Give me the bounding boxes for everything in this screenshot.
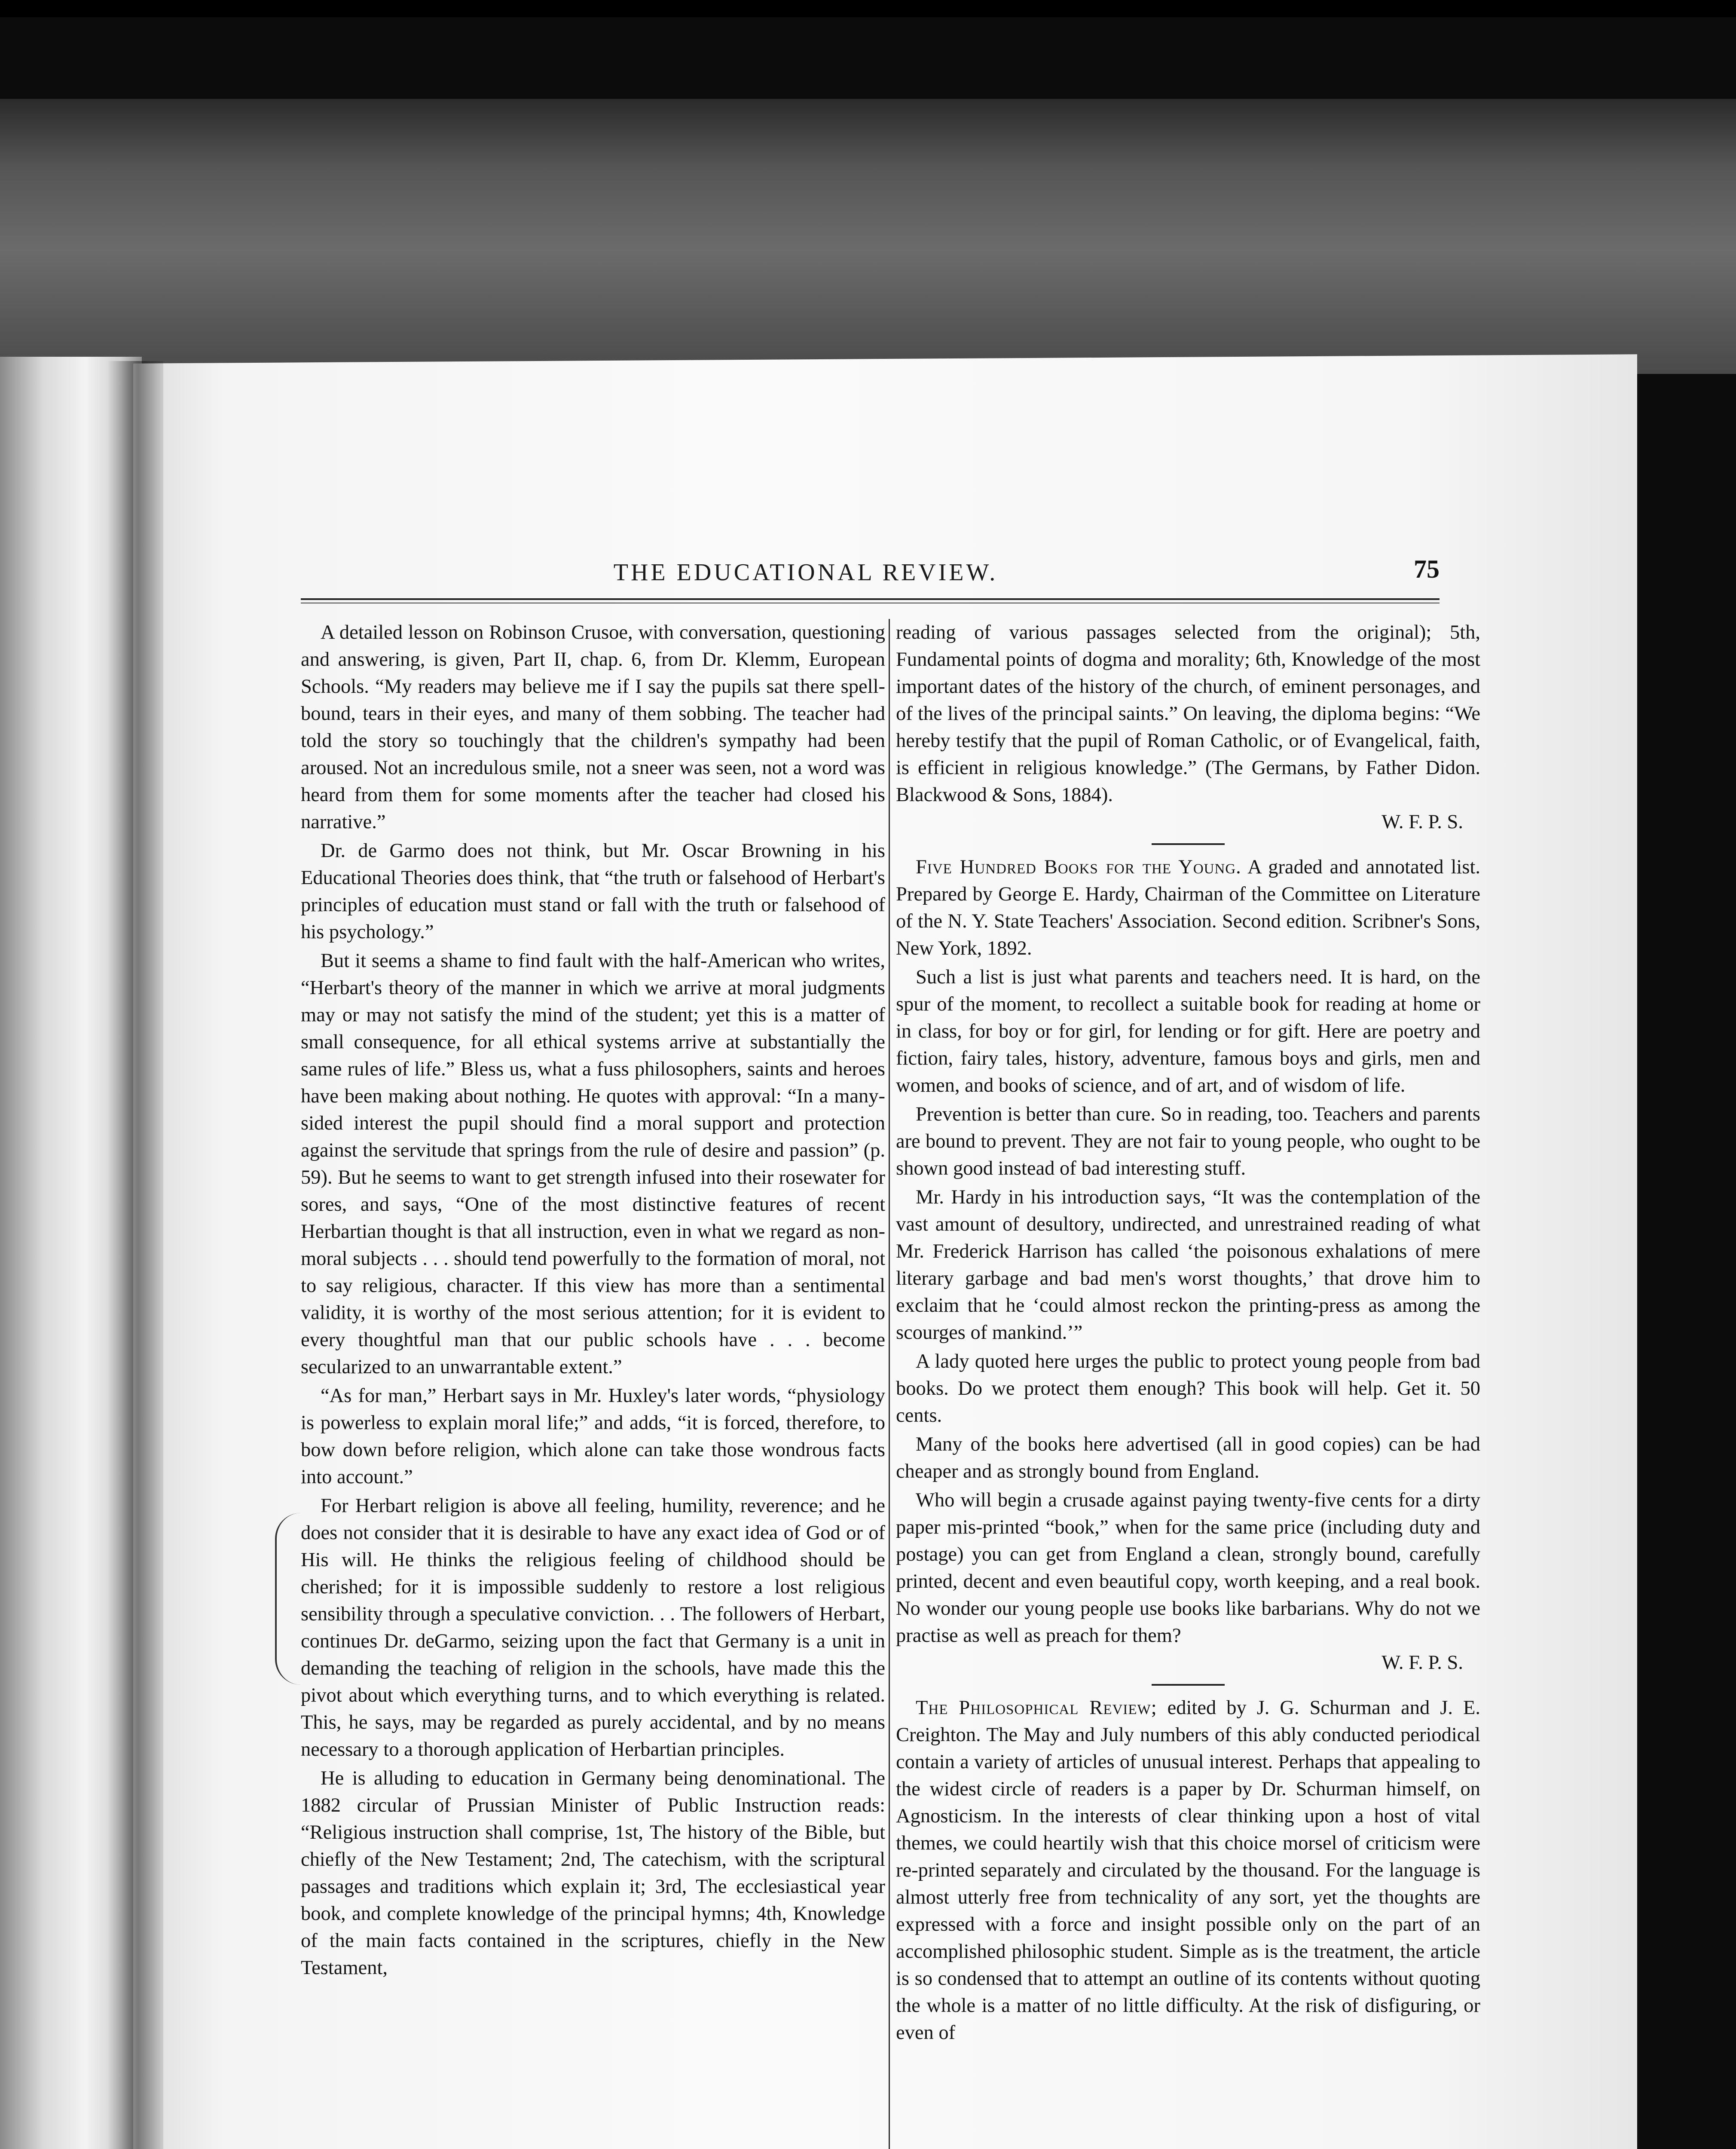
page-header: [172, 554, 1440, 593]
paragraph: “As for man,” Herbart says in Mr. Huxley's later words, “physiology is powerless to explain moral life;” and adds, “it is forced, therefore, to bow down before religion, which alone can take those wondrous facts into account.”: [301, 1385, 885, 1488]
right-column: [896, 619, 1480, 2046]
paragraph: A lady quoted here urges the public to protect young people from bad books. Do we protect them enough? This book will help. Get it. 50 cents.: [896, 1350, 1480, 1427]
margin-pencil-mark: [275, 1513, 311, 1685]
header-rule: [301, 598, 1440, 603]
column-divider: [889, 619, 890, 2149]
review-entry: [896, 1694, 1480, 2046]
paragraph: But it seems a shame to find fault with the half-American who writes, “Herbart's theory of the manner in which we arrive at moral judgments may or may not satisfy the mind of the student; yet this is a matter of small consequence, for all ethical systems arrive at substantially the same rules of life.” Bless us, what a fuss philosophers, saints and heroes have been making about nothing. He quotes with approval: “In a many-sided interest the pupil should find a moral support and protection against the servitude that springs from the rule of desire and passion” (p. 59). But he seems to want to get strength infused into their rosewater for sores, and says, “One of the most distinctive features of recent Herbartian thought is that all instruction, even in what we regard as non-moral subjects . . . should tend powerfully to the formation of moral, not to say religious, character. If this view has more than a sentimental validity, it is worthy of the most serious attention; for it is evident to every thoughtful man that our public schools have . . . become secularized to an unwarrantable extent.”: [301, 950, 885, 1378]
review-entry: [896, 854, 1480, 962]
running-head: THE EDUCATIONAL REVIEW.: [613, 559, 998, 586]
paragraph: Dr. de Garmo does not think, but Mr. Oscar Browning in his Educational Theories does think, that “the truth or falsehood of Herbart's principles of education must stand or fall with the truth or falsehood of his psychology.”: [301, 840, 885, 943]
paragraph: Prevention is better than cure. So in reading, too. Teachers and parents are bound to prevent. They are not fair to young people, who ought to be shown good instead of bad interesting stuff.: [896, 1103, 1480, 1179]
section-separator: [1152, 843, 1225, 845]
paragraph: A detailed lesson on Robinson Crusoe, with conversation, questioning and answering, is given, Part II, chap. 6, from Dr. Klemm, European Schools. “My readers may believe me if I say the pupils sat there spell-bound, tears in their eyes, and many of them sobbing. The teacher had told the story so touchingly that the children's sympathy had been aroused. Not an incredulous smile, not a sneer was seen, not a word was heard from them for some moments after the teacher had closed his narrative.”: [301, 621, 885, 833]
left-column: [301, 619, 885, 1981]
paragraph: He is alluding to education in Germany being denominational. The 1882 circular of Prussian Minister of Public Instruction reads: “Religious instruction shall comprise, 1st, The history of the Bible, but chiefly of the New Testament; 2nd, The catechism, with the scriptural passages and traditions which explain it; 3rd, The ecclesiastical year book, and complete knowledge of the principal hymns; 4th, Knowledge of the main facts contained in the scriptures, chiefly in the New Testament,: [301, 1767, 885, 1979]
section-separator: [1152, 1684, 1225, 1686]
paragraph: Mr. Hardy in his introduction says, “It was the contemplation of the vast amount of desultory, undirected, and unrestrained reading of what Mr. Frederick Harrison has called ‘the poisonous exhalations of mere literary garbage and bad men's worst thoughts,’ that drove him to exclaim that he ‘could almost reckon the printing-press as among the scourges of mankind.’”: [896, 1186, 1480, 1344]
paragraph: Many of the books here advertised (all in good copies) can be had cheaper and as strongly bound from England.: [896, 1433, 1480, 1482]
scan-border-top: [0, 0, 1736, 17]
signature: W. F. P. S.: [1381, 1652, 1463, 1674]
book-gutter: [107, 361, 163, 2149]
scan-shadow: [0, 99, 1736, 374]
page-number: 75: [1414, 555, 1440, 583]
paragraph: Such a list is just what parents and teachers need. It is hard, on the spur of the moment, to recollect a suitable book for reading at home or in class, for boy or for girl, for lending or for gift. Here are poetry and fiction, fairy tales, history, adventure, famous boys and girls, men and women, and books of science, and of art, and of wisdom of life.: [896, 966, 1480, 1096]
signature: W. F. P. S.: [1381, 811, 1463, 833]
review-title: The Philosophical Review;: [916, 1697, 1157, 1719]
paragraph: Who will begin a crusade against paying twenty-five cents for a dirty paper mis-printed “book,” when for the same price (including duty and postage) you can get from England a clean, strongly bound, carefully printed, decent and even beautiful copy, worth keeping, and a real book. No wonder our young people use books like barbarians. Why do not we practise as well as preach for them?: [896, 1489, 1480, 1647]
paragraph: For Herbart religion is above all feeling, humility, reverence; and he does not consider that it is desirable to have any exact idea of God or of His will. He thinks the religious feeling of childhood should be cherished; for it is impossible suddenly to restore a lost religious sensibility through a speculative conviction. . . The followers of Herbart, continues Dr. deGarmo, seizing upon the fact that Germany is a unit in demanding the teaching of religion in the schools, have made this the pivot about which everything turns, and to which everything is related. This, he says, may be regarded as purely accidental, and by no means necessary to a thorough application of Herbartian principles.: [301, 1495, 885, 1760]
review-text: edited by J. G. Schurman and J. E. Creighton. The May and July numbers of this ably conducted periodical contain a variety of articles of unusual interest. Perhaps that appealing to the widest circle of readers is a paper by Dr. Schurman himself, on Agnosticism. In the interests of clear thinking upon a host of vital themes, we could heartily wish that this choice morsel of criticism were re-printed separately and circulated by the thousand. For the language is almost utterly free from technicality of any sort, yet the thoughts are expressed with a force and insight possible only on the part of an accomplished philosophic student. Simple as is the treatment, the article is so condensed that to attempt an outline of its contents without quoting the whole is a matter of no little difficulty. At the risk of disfiguring, or even of: [896, 1697, 1480, 2044]
review-title: Five Hundred Books for the Young.: [916, 856, 1241, 878]
paragraph: reading of various passages selected from the original); 5th, Fundamental points of dogma and morality; 6th, Knowledge of the most important dates of the history of the church, of eminent personages, and of the lives of the principal saints.” On leaving, the diploma begins: “We hereby testify that the pupil of Roman Catholic, or of Evangelical, faith, is efficient in religious knowledge.” (The Germans, by Father Didon. Blackwood & Sons, 1884).: [896, 621, 1480, 806]
review-text: A graded and annotated list. Prepared by George E. Hardy, Chairman of the Committee on Literature of the N. Y. State Teachers' Association. Second edition. Scribner's Sons, New York, 1892.: [896, 856, 1480, 959]
